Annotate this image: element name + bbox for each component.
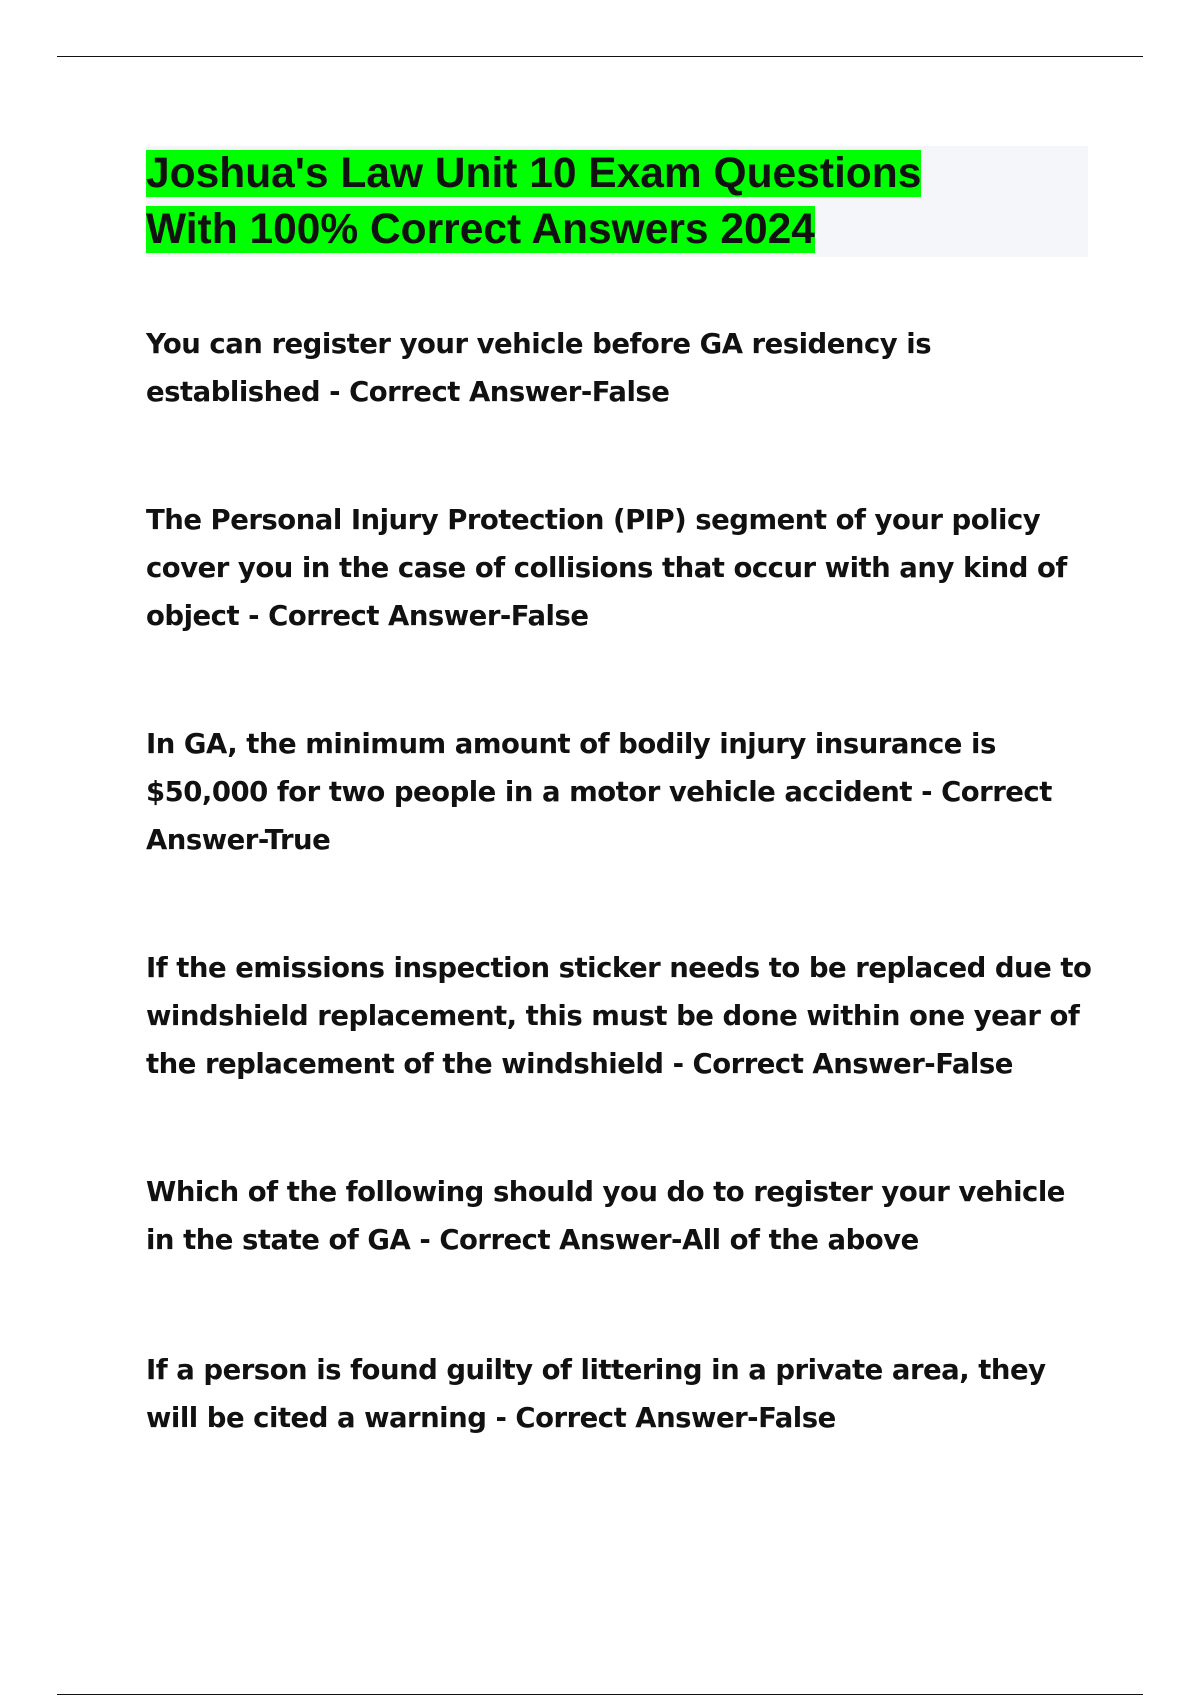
title-block (146, 146, 1088, 257)
qa-item-line: will be cited a warning - Correct Answer-False (146, 1402, 836, 1434)
qa-item-4 (146, 944, 1096, 1088)
qa-item-line: Answer-True (146, 824, 331, 856)
qa-item-line: cover you in the case of collisions that occur with any kind of (146, 552, 1067, 584)
qa-item-line: established - Correct Answer-False (146, 376, 670, 408)
bottom-rule (57, 1694, 1143, 1695)
title-line-1: Joshua's Law Unit 10 Exam Questions (146, 150, 922, 197)
qa-item-line: The Personal Injury Protection (PIP) segment of your policy (146, 504, 1041, 536)
qa-item-line: object - Correct Answer-False (146, 600, 589, 632)
qa-item-1 (146, 320, 1096, 416)
title-line-2: With 100% Correct Answers 2024 (146, 206, 815, 253)
qa-item-line: In GA, the minimum amount of bodily injury insurance is (146, 728, 996, 760)
qa-item-line: windshield replacement, this must be done within one year of (146, 1000, 1080, 1032)
qa-item-line: You can register your vehicle before GA residency is (146, 328, 932, 360)
qa-item-3 (146, 720, 1096, 864)
top-rule (57, 56, 1143, 57)
qa-item-line: Which of the following should you do to register your vehicle (146, 1176, 1065, 1208)
qa-item-line: the replacement of the windshield - Correct Answer-False (146, 1048, 1013, 1080)
qa-item-2 (146, 496, 1096, 640)
qa-item-6 (146, 1346, 1096, 1442)
qa-item-line: $50,000 for two people in a motor vehicle accident - Correct (146, 776, 1052, 808)
qa-item-line: in the state of GA - Correct Answer-All of the above (146, 1224, 919, 1256)
qa-item-line: If the emissions inspection sticker needs to be replaced due to (146, 952, 1092, 984)
qa-item-line: If a person is found guilty of littering in a private area, they (146, 1354, 1046, 1386)
qa-item-5 (146, 1168, 1096, 1264)
document-title (146, 146, 1088, 258)
